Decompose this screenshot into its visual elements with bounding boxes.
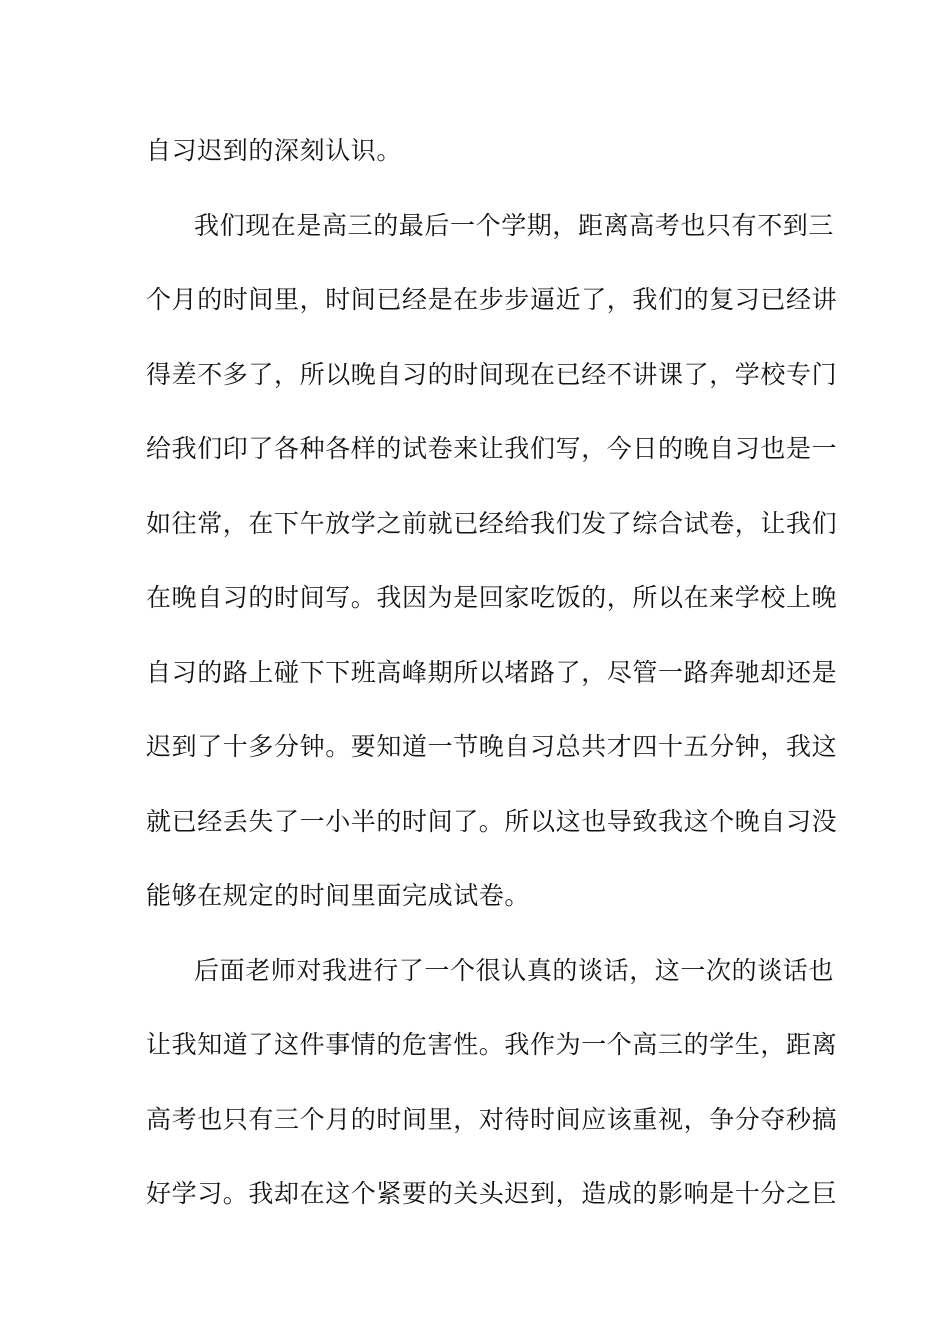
text-line: 能够在规定的时间里面完成试卷。: [146, 881, 531, 910]
paragraph-start-line: 后面老师对我进行了一个很认真的谈话，这一次的谈话也: [194, 955, 835, 985]
text-line: 高考也只有三个月的时间里，对待时间应该重视，争分夺秒搞: [146, 1104, 838, 1134]
text-line: 如往常，在下午放学之前就已经给我们发了综合试卷，让我们: [146, 508, 838, 538]
document-body: [146, 128, 838, 1246]
text-line: 在晚自习的时间写。我因为是回家吃饭的，所以在来学校上晚: [146, 583, 838, 612]
text-line: 给我们印了各种各样的试卷来让我们写，今日的晚自习也是一: [146, 434, 838, 463]
text-line: 自习迟到的深刻认识。: [146, 136, 403, 165]
text-line: 好学习。我却在这个紧要的关头迟到，造成的影响是十分之巨: [146, 1179, 838, 1208]
text-line: 得差不多了，所以晚自习的时间现在已经不讲课了，学校专门: [146, 359, 838, 389]
text-line: 就已经丢失了一小半的时间了。所以这也导致我这个晚自习没: [146, 806, 838, 836]
paragraph-start-line: 我们现在是高三的最后一个学期，距离高考也只有不到三: [194, 210, 835, 240]
text-line: 迟到了十多分钟。要知道一节晚自习总共才四十五分钟，我这: [146, 732, 838, 761]
text-line: 让我知道了这件事情的危害性。我作为一个高三的学生，距离: [146, 1030, 838, 1059]
text-line: 个月的时间里，时间已经是在步步逼近了，我们的复习已经讲: [146, 285, 838, 314]
text-line: 自习的路上碰下下班高峰期所以堵路了，尽管一路奔驰却还是: [146, 657, 838, 687]
